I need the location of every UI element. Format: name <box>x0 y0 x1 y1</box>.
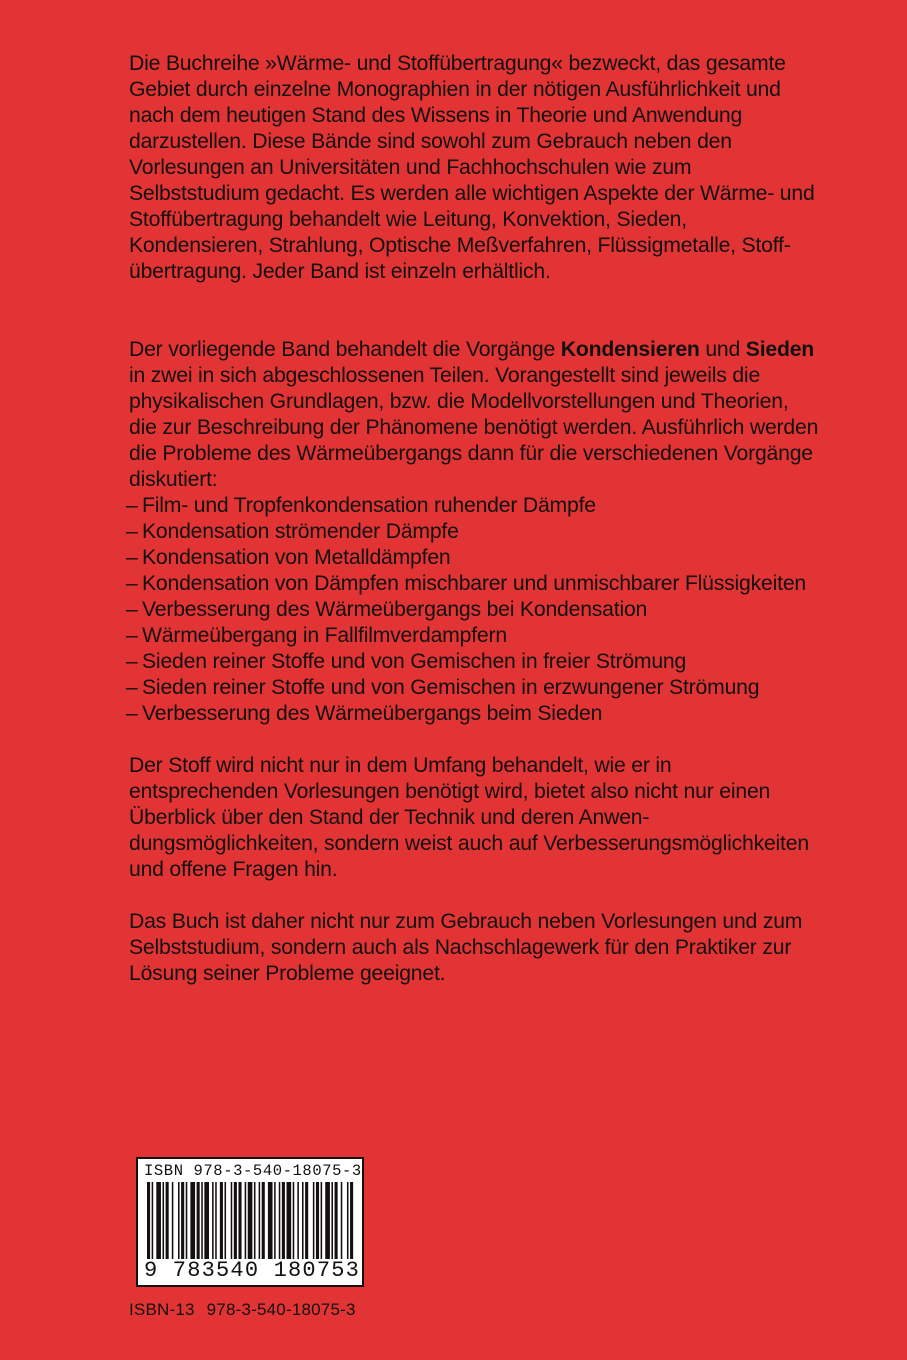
barcode-bar <box>186 1182 188 1262</box>
volume-description-part2: und <box>699 338 746 361</box>
barcode-bar <box>293 1182 295 1262</box>
barcode-bar <box>331 1182 333 1262</box>
barcode-bar <box>347 1182 349 1262</box>
barcode-bar <box>305 1182 308 1262</box>
barcode-bar <box>166 1182 169 1262</box>
barcode-bar <box>350 1182 353 1262</box>
topic-item: – Sieden reiner Stoffe und von Gemischen in erzwungener Strömung <box>129 675 819 701</box>
barcode-bar <box>220 1182 223 1262</box>
topic-list <box>129 493 819 727</box>
barcode-bar <box>254 1182 256 1262</box>
barcode-bar <box>282 1182 285 1262</box>
barcode-bar <box>313 1182 315 1262</box>
barcode-bar <box>234 1182 237 1262</box>
topic-item: – Verbesserung des Wärmeübergangs bei Kondensation <box>129 597 819 623</box>
barcode-bar <box>156 1182 161 1262</box>
barcode-bar <box>225 1182 227 1262</box>
isbn13-line <box>129 1300 356 1320</box>
topic-item: – Kondensation von Metalldämpfen <box>129 545 819 571</box>
isbn-barcode <box>136 1157 364 1287</box>
barcode-bar <box>172 1182 174 1262</box>
topic-item: – Kondensation von Dämpfen mischbarer und unmischbarer Flüssigkeiten <box>129 571 819 597</box>
volume-description <box>129 337 819 493</box>
series-description: Die Buchreihe »Wärme- und Stoffübertragung« bezweckt, das gesamte Gebiet durch einzelne Monographien in der nötigen Ausführlichkeit und nach dem heutigen Stand des Wissens in Theorie und Anwendung darzustellen. Diese Bände sind sowohl zum Gebrauch neben den Vorlesungen an Universitäten und Fachhochschulen wie zum Selbststudium gedacht. Es werden alle wichtigen Aspekte der Wärme- und Stoffübertragung behandelt wie Leitung, Konvektion, Sieden, Kondensieren, Strahlung, Optische Meßverfahren, Flüssigmetalle, Stoffübertragung. Jeder Band ist einzeln erhältlich. <box>129 52 815 283</box>
isbn13-label: ISBN-13 <box>129 1300 195 1319</box>
barcode-bar <box>302 1182 304 1262</box>
blurb-text <box>129 51 819 987</box>
barcode-bar <box>147 1182 150 1262</box>
scope-paragraph: Der Stoff wird nicht nur in dem Umfang behandelt, wie er in entsprechenden Vorlesungen benötigt wird, bietet also nicht nur einen Überblick über den Stand der Technik und deren Anwendungsmöglichkeiten, sondern weist auch auf Verbesserungsmöglichkeiten und offene Fragen hin. <box>129 754 809 881</box>
topic-item: – Film- und Tropfenkondensation ruhender Dämpfe <box>129 493 819 519</box>
barcode-bar <box>201 1182 203 1262</box>
isbn13-number: 978-3-540-18075-3 <box>206 1300 356 1319</box>
barcode-bar <box>335 1182 338 1262</box>
barcode-bar <box>212 1182 214 1262</box>
barcode-isbn-label: ISBN 978-3-540-18075-3 <box>144 1162 362 1180</box>
barcode-bar <box>163 1182 165 1262</box>
volume-description-part1: Der vorliegende Band behandelt die Vorgänge <box>129 338 561 361</box>
keyword-kondensieren: Kondensieren <box>560 338 700 361</box>
topic-item: – Kondensation strömender Dämpfe <box>129 519 819 545</box>
barcode-bar <box>262 1182 265 1262</box>
barcode-bar <box>152 1182 154 1262</box>
barcode-bar <box>268 1182 273 1262</box>
topic-item: – Sieden reiner Stoffe und von Gemischen in freier Strömung <box>129 649 819 675</box>
barcode-bar <box>245 1182 247 1262</box>
barcode-bar <box>238 1182 241 1262</box>
usage-paragraph: Das Buch ist daher nicht nur zum Gebrauch neben Vorlesungen und zum Selbststudium, sondern auch als Nachschlagewerk für den Praktiker zur Lösung seiner Probleme geeignet. <box>129 910 803 985</box>
barcode-bar <box>259 1182 261 1262</box>
topic-item: – Wärmeübergang in Fallfilmverdampfern <box>129 623 819 649</box>
barcode-bar <box>325 1182 330 1262</box>
barcode-bar <box>215 1182 217 1262</box>
barcode-bar <box>178 1182 180 1262</box>
volume-description-part3: in zwei in sich abgeschlossenen Teilen. Vorangestellt sind jeweils die physikalischen Grundlagen, bzw. die Modellvorstellungen und Theorien, die zur Beschreibung der Phänomene benötigt werden. Ausführlich werden die Probleme des Wärmeübergangs dann für die verschiedenen Vorgänge diskutiert: <box>129 364 819 491</box>
barcode-bar <box>297 1182 299 1262</box>
barcode-bar <box>321 1182 323 1262</box>
barcode-bars <box>145 1182 357 1262</box>
barcode-ean-digits: 9 783540 180753 <box>144 1258 361 1283</box>
barcode-bar <box>181 1182 184 1262</box>
barcode-bar <box>316 1182 319 1262</box>
barcode-bar <box>197 1182 200 1262</box>
keyword-sieden: Sieden <box>745 338 815 361</box>
barcode-bar <box>204 1182 209 1262</box>
barcode-bar <box>279 1182 281 1262</box>
barcode-bar <box>248 1182 253 1262</box>
barcode-bar <box>274 1182 276 1262</box>
barcode-bar <box>341 1182 343 1262</box>
barcode-bar <box>190 1182 195 1262</box>
topic-item: – Verbesserung des Wärmeübergangs beim Sieden <box>129 701 819 727</box>
barcode-bar <box>287 1182 292 1262</box>
barcode-bar <box>231 1182 233 1262</box>
